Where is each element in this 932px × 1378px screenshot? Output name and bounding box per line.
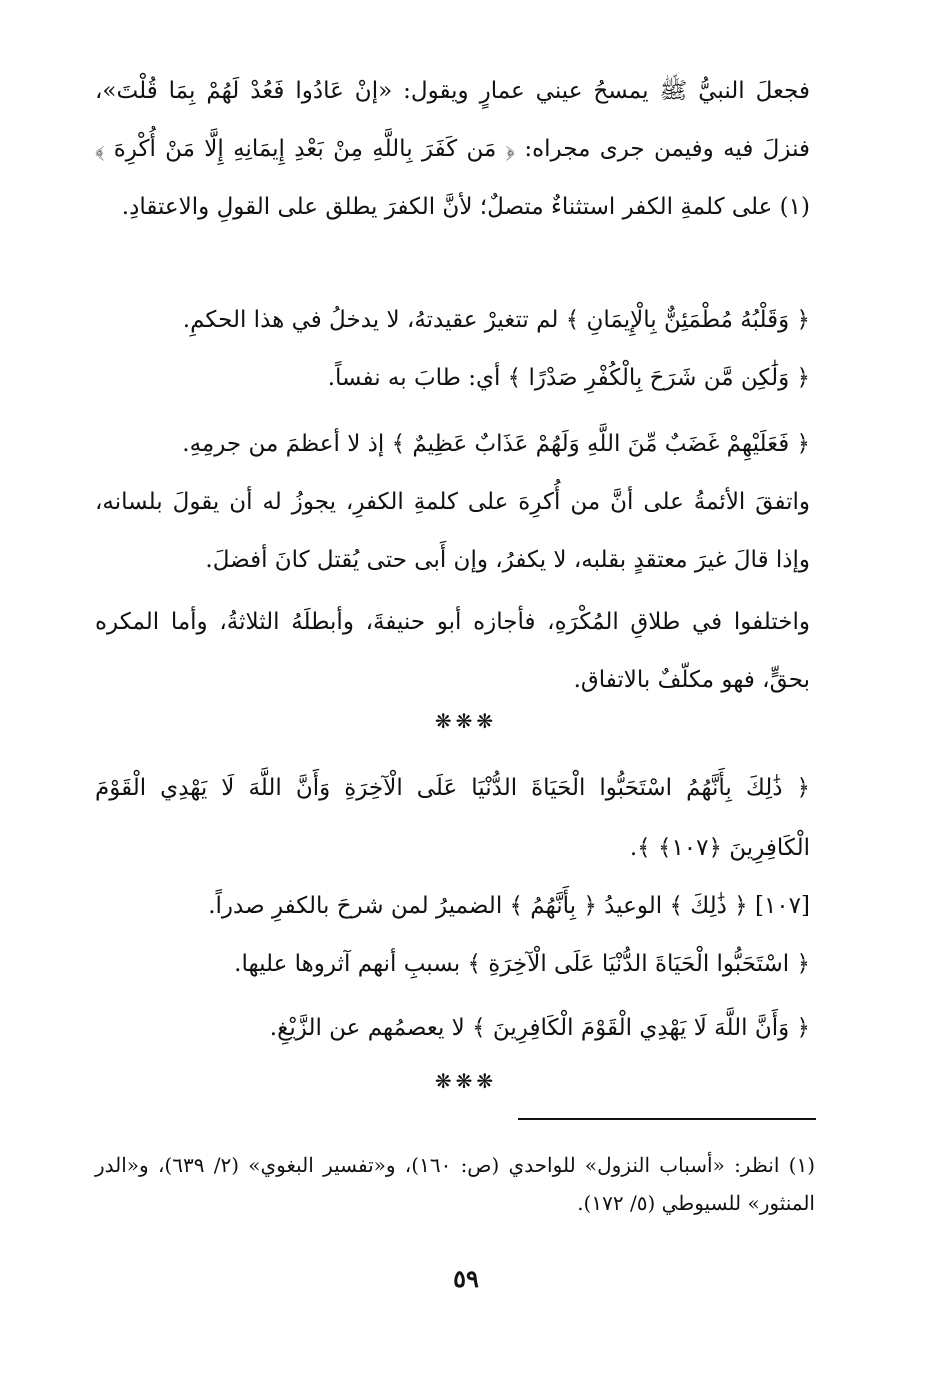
footnote: (١) انظر: «أسباب النزول» للواحدي (ص: ١٦٠)، و«تفسير البغوي» (٢/ ٦٣٩)، و«الدر المنثور» للسيوطي (٥/ ١٧٢). (95, 1153, 815, 1215)
verse-line-sharaha: ﴿ وَلَٰكِن مَّن شَرَحَ بِالْكُفْرِ صَدْرًا ﴾ أي: طابَ به نفساً. (327, 365, 810, 391)
page-number: ٥٩ (453, 1264, 479, 1293)
section-separator-2: ❋❋❋ (434, 1069, 498, 1093)
verse-line-ghadab: ﴿ فَعَلَيْهِمْ غَضَبٌ مِّنَ اللَّهِ وَلَهُمْ عَذَابٌ عَظِيمٌ ﴾ إذ لا أعظمَ من جرمِهِ. (182, 431, 810, 457)
footnote-divider (518, 1118, 816, 1120)
paragraph-disagreement: واختلفوا في طلاقِ المُكْرَهِ، فأجازه أبو حنيفةَ، وأبطلَهُ الثلاثةُ، وأما المكره بحقٍّ، فهو مكلّفٌ بالاتفاق. (95, 609, 810, 693)
commentary-line-dhalika: [١٠٧] ﴿ ذَٰلِكَ ﴾ الوعيدُ ﴿ بِأَنَّهُمُ ﴾ الضميرُ لمن شرحَ بالكفرِ صدراً. (208, 893, 810, 919)
verse-107: ﴿ ذَٰلِكَ بِأَنَّهُمُ اسْتَحَبُّوا الْحَيَاةَ الدُّنْيَا عَلَى الْآخِرَةِ وَأَنَّ اللَّهَ لَا يَهْدِي الْقَوْمَ الْكَافِرِينَ ﴿١٠٧﴾ ﴾. (95, 775, 810, 861)
commentary-line-la-yahdi: ﴿ وَأَنَّ اللَّهَ لَا يَهْدِي الْقَوْمَ الْكَافِرِينَ ﴾ لا يعصمُهم عن الزَّيْغِ. (269, 1015, 810, 1041)
verse-line-qalbuhu: ﴿ وَقَلْبُهُ مُطْمَئِنٌّ بِالْإِيمَانِ ﴾ لم تتغيرْ عقيدتهُ، لا يدخلُ في هذا الحكمِ. (182, 307, 810, 333)
commentary-line-istahabbu: ﴿ اسْتَحَبُّوا الْحَيَاةَ الدُّنْيَا عَلَى الْآخِرَةِ ﴾ بسببِ أنهم آثروها عليها. (234, 951, 810, 977)
section-separator-1: ❋❋❋ (434, 709, 498, 733)
paragraph-agreement: واتفقَ الأئمةُ على أنَّ من أُكرِهَ على كلمةِ الكفرِ، يجوزُ له أن يقولَ بلسانه، وإذا قالَ غيرَ معتقدٍ بقلبه، لا يكفرُ، وإن أَبى حتى يُقتل كانَ أفضلَ. (95, 489, 810, 573)
paragraph-ammar: فجعلَ النبيُّ ﷺ يمسحُ عيني عمارٍ ويقول: «إنْ عَادُوا فَعُدْ لَهُمْ بِمَا قُلْتَ»، فنزلَ فيه وفيمن جرى مجراه: ﴿ مَن كَفَرَ بِاللَّهِ مِنْ بَعْدِ إِيمَانِهِ إِلَّا مَنْ أُكْرِهَ ﴾(١) على كلمةِ الكفر استثناءٌ متصلٌ؛ لأنَّ الكفرَ يطلق على القولِ والاعتقادِ. (95, 78, 810, 220)
